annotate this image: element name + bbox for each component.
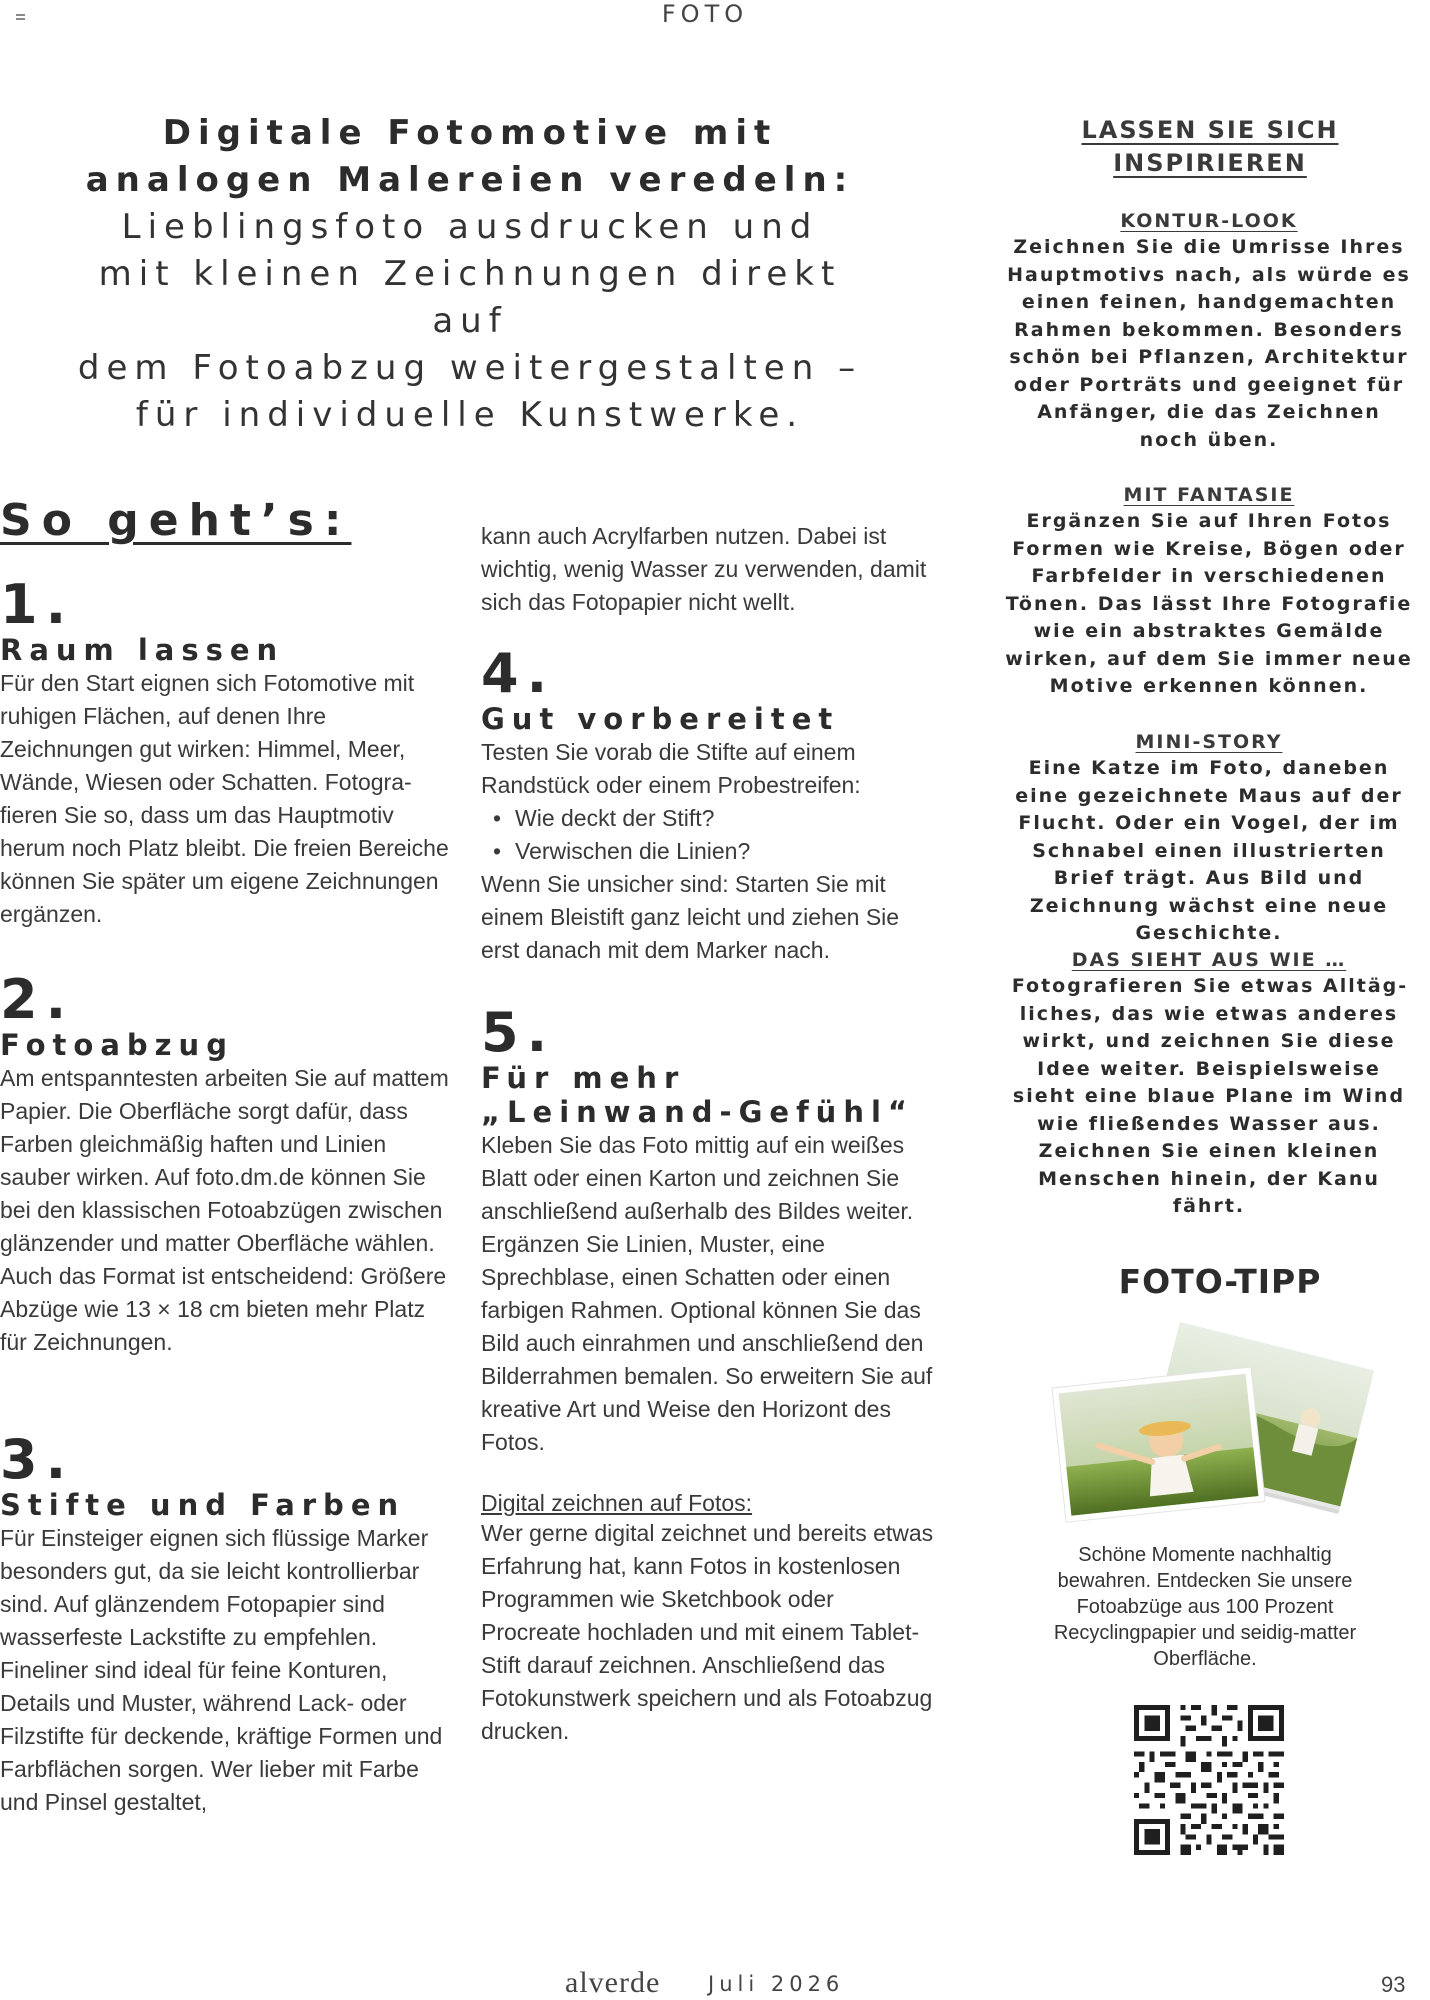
- intro-block: [60, 110, 880, 439]
- tip-heading: MIT FANTASIE: [1123, 484, 1295, 506]
- step-3-continued: kann auch Acrylfarben nutzen. Dabei ist wichtig, wenig Wasser zu verwenden, damit sich das Fotopapier nicht wellt.: [481, 523, 927, 615]
- step-3: [0, 1428, 450, 1819]
- tip-mini-story: [1004, 729, 1414, 948]
- tip-kontur-look: [1004, 208, 1414, 454]
- digital-section: [481, 1490, 936, 1748]
- step-title-line-1: Für mehr: [481, 1061, 686, 1095]
- intro-line-2: mit kleinen Zeichnungen direkt auf: [98, 254, 842, 341]
- step-number: 2.: [0, 968, 75, 1031]
- step-5: [481, 1001, 936, 1459]
- step-title-line-2: „Leinwand-Gefühl“: [481, 1095, 914, 1129]
- foto-tipp-caption: Schöne Momente nachhaltig bewahren. Entdecken Sie unsere Fotoabzüge aus 100 Prozent Recyclingpapier und seidig-matter Oberfläche.: [1053, 1544, 1357, 1670]
- tip-text: Ergänzen Sie auf Ihren Fotos Formen wie Kreise, Bögen oder Farbfelder in verschiedenen Tönen. Das lässt Ihre Fotografie wie ein abstraktes Gemälde wirken, auf dem Sie immer neue Motive erkennen können.: [1005, 510, 1413, 697]
- intro-line-1: Lieblingsfoto ausdrucken und: [121, 207, 819, 247]
- step-text: Am entspanntesten arbeiten Sie auf mattem Papier. Die Oberfläche sorgt dafür, dass Farben gleichmäßig haften und Linien sauber wirken. Auf foto.dm.de können Sie bei den klassischen Fotoabzügen zwischen glänzender und matter Oberfläche wählen. Auch das Format ist entscheidend: Größere Abzüge wie 13 × 18 cm bieten mehr Platz für Zeichnungen.: [0, 1065, 449, 1355]
- tip-text: Fotografieren Sie etwas Alltägliches, das wie etwas anderes wirkt, und zeichnen Sie diese Idee weiter. Beispielsweise sieht eine blaue Plane im Wind wie fließendes Wasser aus. Zeichnen Sie einen kleinen Menschen hinein, der Kanu fährt.: [1011, 975, 1407, 1217]
- step-number: 3.: [0, 1428, 75, 1491]
- step-1: [0, 573, 450, 931]
- foto-tipp-title: FOTO-TIPP: [1118, 1262, 1322, 1301]
- step-title: Fotoabzug: [0, 1028, 234, 1062]
- step-text-after: Wenn Sie unsicher sind: Starten Sie mit einem Bleistift ganz leicht und ziehen Sie erst danach mit dem Marker nach.: [481, 871, 900, 963]
- step-text: Kleben Sie das Foto mittig auf ein weißes Blatt oder einen Karton und zeichnen Sie anschließend außerhalb des Bildes weiter. Ergänzen Sie Linien, Muster, eine Sprechblase, einen Schatten oder einen farbigen Rahmen. Optional können Sie das Bild auch einrahmen und anschließend den Bilderrahmen bemalen. So erweitern Sie auf kreative Art und Weise den Horizont des Fotos.: [481, 1132, 933, 1455]
- step-number: 1.: [0, 573, 75, 636]
- tip-mit-fantasie: [1004, 482, 1414, 701]
- section-label: FOTO: [661, 0, 749, 28]
- tip-text: Zeichnen Sie die Umrisse Ihres Hauptmotivs nach, als würde es einen feinen, handgemachten Rahmen bekommen. Besonders schön bei Pflanzen, Architektur oder Porträts und geeignet für Anfänger, die das Zeichnen noch üben.: [1007, 236, 1411, 451]
- step-4: [481, 642, 936, 967]
- step-title: Raum lassen: [0, 633, 285, 667]
- digital-heading: Digital zeichnen auf Fotos:: [481, 1490, 753, 1516]
- tip-heading: DAS SIEHT AUS WIE …: [1071, 949, 1347, 971]
- howto-heading: So geht’s:: [0, 495, 352, 546]
- step-text: Testen Sie vorab die Stifte auf einem Randstück oder einem Probestreifen:: [481, 739, 861, 798]
- intro-line-4: für individuelle Kunstwerke.: [135, 395, 805, 435]
- intro-line-3: dem Fotoabzug weitergestalten –: [77, 348, 863, 388]
- step-text: Für Einsteiger eignen sich flüssige Marker besonders gut, da sie leicht kontrollierbar sind. Auf glänzendem Fotopapier sind wasserfeste Lackstifte zu empfehlen. Fineliner sind ideal für feine Konturen, Details und Muster, während Lack- oder Filzstifte für deckende, kräftige Formen und Farbflächen sorgen. Wer lieber mit Farbe und Pinsel gestaltet,: [0, 1525, 443, 1815]
- inspiration-title: [990, 114, 1430, 180]
- inspiration-title-line-1: LASSEN SIE SICH: [1081, 116, 1339, 144]
- step-number: 4.: [481, 642, 556, 705]
- issue-date: Juli 2026: [708, 1972, 845, 1996]
- intro-headline-1: Digitale Fotomotive mit: [162, 113, 778, 153]
- page-number: 93: [1381, 1972, 1406, 1997]
- step-title: Gut vorbereitet: [481, 702, 840, 736]
- brand-logo: alverde: [565, 1966, 661, 1999]
- qr-code-icon[interactable]: [1134, 1705, 1284, 1855]
- photo-prints-image: [1040, 1310, 1380, 1540]
- step-title: Stifte und Farben: [0, 1488, 406, 1522]
- step-text: Für den Start eignen sich Fotomotive mit ruhigen Flächen, auf denen Ihre Zeichnungen gut wirken: Himmel, Meer, Wände, Wiesen oder Schatten. Fotografieren Sie so, dass um das Hauptmotiv herum noch Platz bleibt. Die freien Bereiche können Sie später um eigene Zeichnungen ergänzen.: [0, 670, 449, 927]
- step-2: [0, 968, 450, 1359]
- digital-text: Wer gerne digital zeichnet und bereits etwas Erfahrung hat, kann Fotos in kostenlosen Programmen wie Sketchbook oder Procreate hochladen und mit einem Tablet-Stift darauf zeichnen. Anschließend das Fotokunstwerk speichern und als Fotoabzug drucken.: [481, 1520, 934, 1744]
- step-number: 5.: [481, 1001, 556, 1064]
- tip-das-sieht-aus-wie: [1004, 947, 1414, 1221]
- tip-heading: KONTUR-LOOK: [1120, 210, 1298, 232]
- list-item: • Verwischen die Linien?: [481, 835, 936, 868]
- menu-icon[interactable]: [16, 14, 25, 20]
- tip-heading: MINI-STORY: [1135, 731, 1283, 753]
- inspiration-title-line-2: INSPIRIEREN: [1113, 149, 1307, 177]
- tip-text: Eine Katze im Foto, daneben eine gezeichnete Maus auf der Flucht. Oder ein Vogel, der im Schnabel einen illustrierten Brief trägt. Aus Bild und Zeichnung wächst eine neue Geschichte.: [1015, 757, 1403, 944]
- intro-headline-2: analogen Malereien veredeln:: [85, 160, 855, 200]
- bullet-list: [481, 802, 936, 868]
- list-item: • Wie deckt der Stift?: [481, 802, 936, 835]
